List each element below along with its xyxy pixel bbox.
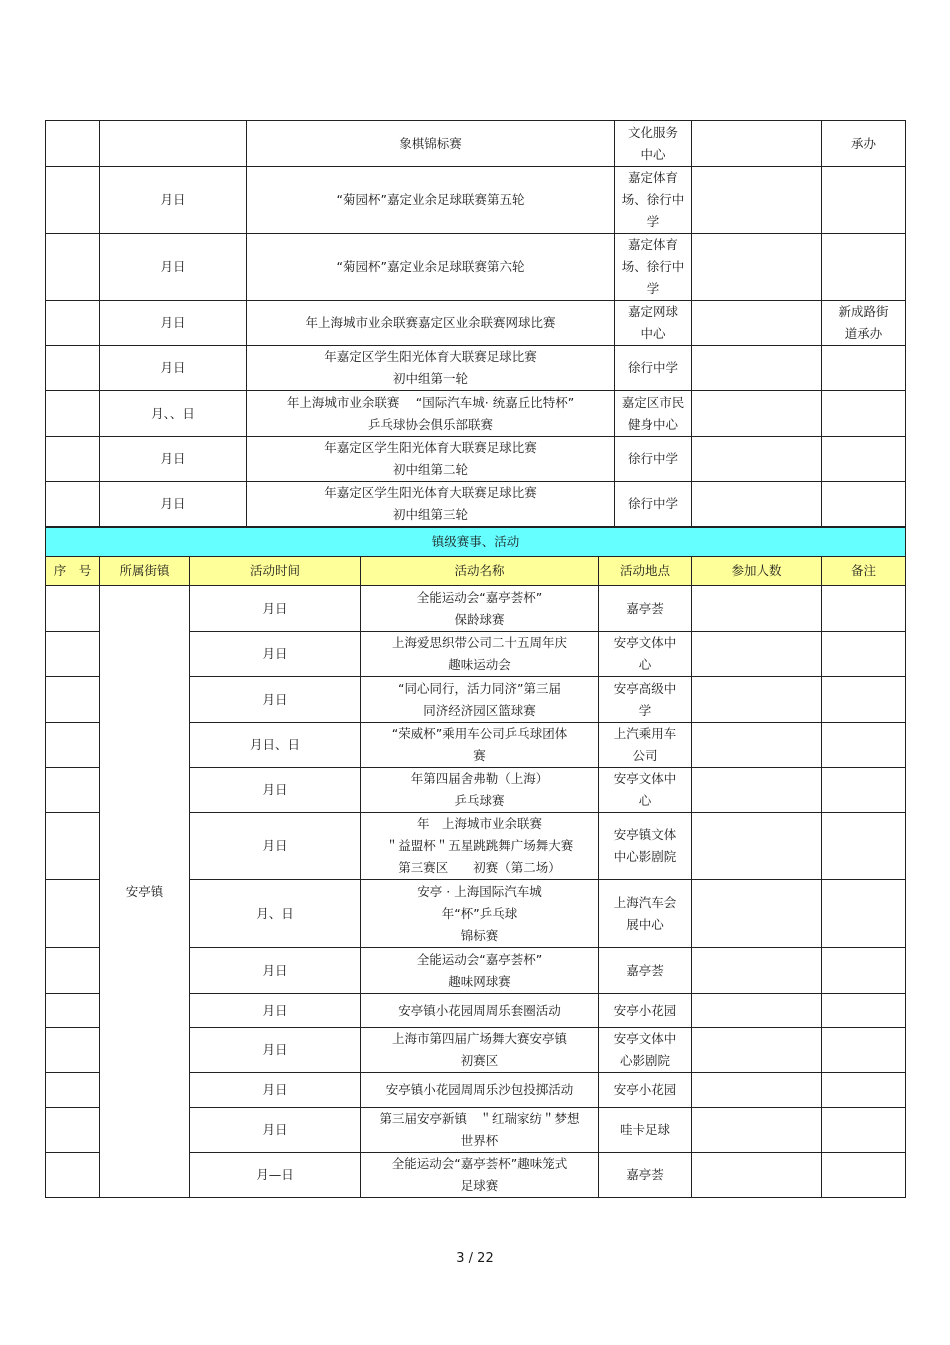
name-cell [361,1108,599,1153]
name-cell [247,121,615,167]
name-cell-line: “荣威杯”乘用车公司乒乓球团体 [391,726,568,741]
note-cell [822,391,906,437]
table-row [46,437,906,482]
venue-cell [599,948,692,994]
note-cell [822,586,906,632]
header-seq: 序 号 [46,557,100,586]
name-cell [361,723,599,768]
name-cell [361,994,599,1028]
seq-cell [46,1028,100,1073]
name-cell [247,437,615,482]
venue-cell-line: 安亭文体中 [613,1031,677,1046]
venue-cell [599,1108,692,1153]
venue-cell-line: 上海汽车会 [613,894,677,910]
time-cell: 月日 [190,677,361,723]
name-cell-line: 年上海城市业余联赛嘉定区业余联赛网球比赛 [305,315,556,330]
table-row [46,346,906,391]
time-cell: 月日 [190,586,361,632]
time-cell: 月日 [190,994,361,1028]
time-cell: 月日 [100,437,247,482]
time-cell: 月日 [190,768,361,813]
name-cell-line: “菊园杯”嘉定业余足球联赛第五轮 [336,192,525,207]
time-cell: 月日 [190,1108,361,1153]
count-cell [692,167,822,234]
name-cell-line: 同济经济园区篮球赛 [423,702,536,718]
name-cell-line: “同心同行，活力同济”第三届 [398,680,561,696]
venue-cell-line: 展中心 [626,916,664,932]
table-row [46,482,906,527]
venue-cell [599,632,692,677]
name-cell-line: 上海爱思织带公司二十五周年庆 [391,635,567,650]
venue-cell-line: 安亭镇文体 [613,827,677,842]
count-cell [692,880,822,948]
venue-cell [615,121,692,167]
name-cell-line: 安亭 · 上海国际汽车城 [417,883,542,899]
venue-cell-line: 嘉亭荟 [626,962,664,978]
name-cell-line: 保龄球赛 [454,611,505,627]
time-cell: 月日 [190,813,361,880]
venue-cell [599,1028,692,1073]
name-cell [361,1028,599,1073]
venue-cell [615,437,692,482]
count-cell [692,391,822,437]
venue-cell-line: 心 [638,657,652,672]
venue-cell [599,586,692,632]
note-cell [822,482,906,527]
header-row [46,557,906,586]
venue-cell [615,234,692,301]
count-cell [692,234,822,301]
venue-cell [615,167,692,234]
time-cell: 月日、日 [190,723,361,768]
name-cell [361,1073,599,1108]
seq-cell [46,813,100,880]
venue-cell-line: 安亭高级中 [613,680,677,696]
note-cell [822,1073,906,1108]
note-cell [822,1108,906,1153]
seq-cell [46,677,100,723]
venue-cell-line: 徐行中学 [627,451,678,466]
note-cell [822,121,906,167]
name-cell [361,632,599,677]
venue-cell-line: 心影剧院 [619,1053,670,1068]
name-cell [247,482,615,527]
venue-cell-line: 嘉定体育 [627,237,678,252]
note-cell [822,1028,906,1073]
note-cell [822,234,906,301]
note-cell [822,301,906,346]
name-cell-line: 年 上海城市业余联赛 [416,816,542,831]
time-cell: 月日 [190,948,361,994]
time-cell: 月日 [190,1073,361,1108]
name-cell-line: 乒乓球赛 [454,793,505,808]
name-cell-line: 全能运动会“嘉亭荟杯” [416,951,543,967]
venue-cell [599,677,692,723]
count-cell [692,346,822,391]
name-cell-line: 初中组第三轮 [392,507,468,522]
table-row [46,301,906,346]
venue-cell-line: 健身中心 [627,416,678,432]
name-cell-line: 赛 [473,748,486,763]
venue-cell-line: 安亭小花园 [613,1082,677,1097]
venue-cell [599,1153,692,1198]
venue-cell [615,301,692,346]
venue-cell-line: 学 [638,702,652,718]
name-cell-line: 年嘉定区学生阳光体育大联赛足球比赛 [324,485,537,500]
time-cell: 月、、日 [100,391,247,437]
name-cell-line: 年“杯”乒乓球 [441,905,518,921]
name-cell-line: 全能运动会“嘉亭荟杯”趣味笼式 [391,1156,568,1171]
venue-cell [599,813,692,880]
section-banner [46,528,906,557]
header-count: 参加人数 [692,557,822,586]
time-cell: 月—日 [190,1153,361,1198]
name-cell [361,813,599,880]
venue-cell-line: 徐行中学 [627,496,678,511]
count-cell [692,482,822,527]
name-cell-line: 乒乓球协会俱乐部联赛 [367,416,493,432]
seq-cell [46,1108,100,1153]
name-cell [361,1153,599,1198]
venue-cell [599,768,692,813]
venue-cell [599,880,692,948]
venue-cell-line: 中心影剧院 [613,849,677,864]
note-cell [822,167,906,234]
venue-cell [599,994,692,1028]
venue-cell-line: 中心 [640,146,666,162]
name-cell-line: “菊园杯”嘉定业余足球联赛第六轮 [336,259,525,274]
name-cell [247,167,615,234]
seq-cell [46,301,100,346]
header-time: 活动时间 [190,557,361,586]
name-cell-line: 足球赛 [460,1178,499,1193]
venue-cell-line: 嘉定体育 [627,170,678,185]
town-cell: 安亭镇 [100,586,190,1198]
venue-cell-line: 场、徐行中 [621,192,685,207]
venue-cell-line: 安亭文体中 [613,771,677,786]
name-cell-line: 安亭镇小花园周周乐沙包投掷活动 [385,1082,574,1097]
count-cell [692,813,822,880]
count-cell [692,301,822,346]
note-cell [822,1153,906,1198]
note-cell [822,813,906,880]
name-cell-line: 年第四届舍弗勒（上海） [410,771,549,786]
name-cell [361,880,599,948]
venue-cell [615,391,692,437]
name-cell [247,234,615,301]
header-venue: 活动地点 [599,557,692,586]
seq-cell [46,768,100,813]
town-events-table [45,527,906,1198]
name-cell-line: 初中组第二轮 [392,462,468,477]
seq-cell [46,1153,100,1198]
table-row [46,391,906,437]
time-cell: 月日 [100,301,247,346]
name-cell [361,677,599,723]
venue-cell-line: 中心 [640,326,666,341]
time-cell [100,121,247,167]
seq-cell [46,723,100,768]
note-cell-line: 承办 [850,135,876,151]
note-cell [822,768,906,813]
seq-cell [46,437,100,482]
note-cell [822,994,906,1028]
venue-cell [599,1073,692,1108]
name-cell-line: 初赛区 [460,1053,499,1068]
name-cell-line: 年上海城市业余联赛 “国际汽车城· 统嘉丘比特杯” [286,394,575,410]
name-cell [361,948,599,994]
seq-cell [46,1073,100,1108]
page-number: 3 / 22 [456,1251,494,1266]
seq-cell [46,994,100,1028]
name-cell [247,391,615,437]
count-cell [692,632,822,677]
time-cell: 月日 [100,346,247,391]
name-cell-line: 象棋锦标赛 [399,135,462,151]
note-cell [822,677,906,723]
seq-cell [46,880,100,948]
note-cell [822,346,906,391]
time-cell: 月日 [100,234,247,301]
name-cell [361,768,599,813]
name-cell-line: 趣味运动会 [448,657,511,672]
name-cell-line: 上海市第四届广场舞大赛安亭镇 [391,1031,567,1046]
venue-cell-line: 心 [638,793,652,808]
venue-cell-line: 场、徐行中 [621,259,685,274]
time-cell: 月日 [100,167,247,234]
seq-cell [46,482,100,527]
header-name: 活动名称 [361,557,599,586]
table-row [46,167,906,234]
note-cell [822,880,906,948]
note-cell-line: 新成路街 [838,304,889,319]
venue-cell-line: 安亭文体中 [613,635,677,650]
name-cell-line: ＂益盟杯＂五星跳跳舞广场舞大赛 [385,838,574,853]
count-cell [692,437,822,482]
name-cell-line: 锦标赛 [460,927,499,943]
time-cell: 月日 [190,632,361,677]
count-cell [692,677,822,723]
name-cell [361,586,599,632]
count-cell [692,1028,822,1073]
note-cell [822,437,906,482]
venue-cell-line: 哇卡足球 [619,1122,670,1137]
note-cell [822,948,906,994]
count-cell [692,1108,822,1153]
seq-cell [46,234,100,301]
name-cell [247,301,615,346]
table-row [46,586,906,632]
count-cell [692,948,822,994]
upper-table [45,120,906,527]
name-cell-line: 安亭镇小花园周周乐套圈活动 [398,1002,561,1018]
venue-cell [599,723,692,768]
seq-cell [46,586,100,632]
name-cell-line: 全能运动会“嘉亭荟杯” [416,589,543,605]
seq-cell [46,121,100,167]
name-cell-line: 第三赛区 初赛（第二场） [398,860,561,875]
time-cell: 月日 [100,482,247,527]
time-cell: 月、日 [190,880,361,948]
name-cell-line: 年嘉定区学生阳光体育大联赛足球比赛 [324,349,537,364]
time-cell: 月日 [190,1028,361,1073]
seq-cell [46,346,100,391]
venue-cell-line: 文化服务 [627,124,678,140]
table-row [46,121,906,167]
venue-cell-line: 嘉定网球 [627,304,678,319]
name-cell [247,346,615,391]
venue-cell-line: 安亭小花园 [613,1002,677,1018]
name-cell-line: 初中组第一轮 [392,371,468,386]
venue-cell [615,482,692,527]
note-cell [822,632,906,677]
venue-cell-line: 嘉定区市民 [621,394,685,410]
count-cell [692,586,822,632]
count-cell [692,121,822,167]
note-cell [822,723,906,768]
header-town: 所属街镇 [100,557,190,586]
name-cell-line: 世界杯 [460,1133,499,1148]
name-cell-line: 年嘉定区学生阳光体育大联赛足球比赛 [324,440,537,455]
count-cell [692,768,822,813]
note-cell-line: 道承办 [844,326,883,341]
section-title: 镇级赛事、活动 [46,528,906,557]
name-cell-line: 第三届安亭新镇 ＂红瑞家纺＂梦想 [379,1111,580,1126]
seq-cell [46,167,100,234]
venue-cell [615,346,692,391]
venue-cell-line: 徐行中学 [627,360,678,375]
count-cell [692,1153,822,1198]
venue-cell-line: 上汽乘用车 [613,726,677,741]
seq-cell [46,948,100,994]
seq-cell [46,391,100,437]
count-cell [692,1073,822,1108]
table-row [46,234,906,301]
venue-cell-line: 学 [646,281,660,296]
venue-cell-line: 公司 [632,748,658,763]
header-note: 备注 [822,557,906,586]
venue-cell-line: 嘉亭荟 [626,600,664,616]
venue-cell-line: 嘉亭荟 [626,1167,664,1182]
count-cell [692,723,822,768]
name-cell-line: 趣味网球赛 [448,973,511,989]
count-cell [692,994,822,1028]
seq-cell [46,632,100,677]
venue-cell-line: 学 [646,214,660,229]
